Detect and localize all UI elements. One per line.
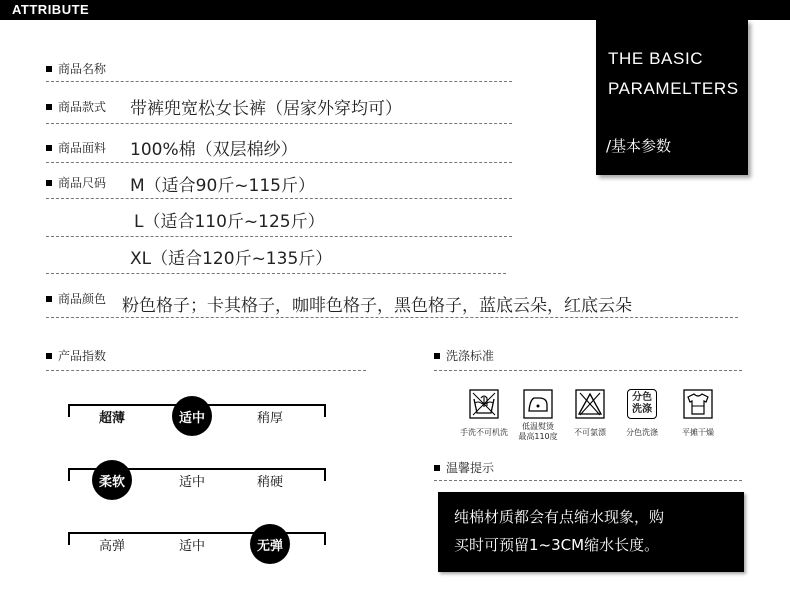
index-selected-dot: 无弹 bbox=[250, 524, 290, 564]
divider bbox=[46, 198, 512, 199]
index-option-label: 超薄 bbox=[98, 411, 126, 426]
tips-box bbox=[438, 492, 744, 572]
product-index-title: 产品指数 bbox=[58, 349, 107, 363]
wash-caption-no-bleach: 不可氯漂 bbox=[574, 428, 606, 437]
index-scale-tick bbox=[68, 533, 70, 545]
attribute-header-label: ATTRIBUTE bbox=[12, 2, 90, 17]
size-option-l: L（适合110斤~125斤） bbox=[134, 212, 325, 232]
wash-caption-low-temp-iron: 低温熨烫 bbox=[522, 422, 554, 431]
wash-caption-flat-dry: 平摊干燥 bbox=[682, 428, 714, 437]
separate-wash-icon bbox=[627, 389, 657, 419]
wash-caption-max-temp: 最高110度 bbox=[518, 432, 558, 441]
product-color-label: 商品颜色 bbox=[58, 292, 107, 306]
divider bbox=[434, 370, 742, 371]
index-scale-tick bbox=[324, 533, 326, 545]
index-selected-dot: 柔软 bbox=[92, 460, 132, 500]
divider bbox=[46, 273, 506, 274]
bullet-icon bbox=[434, 353, 440, 359]
basic-subtitle: /基本参数 bbox=[606, 137, 672, 155]
tip-line-2: 买时可预留1~3CM缩水长度。 bbox=[454, 536, 660, 554]
attribute-header-bar bbox=[0, 0, 790, 20]
product-style-value: 带裤兜宽松女长裤（居家外穿均可） bbox=[130, 99, 402, 119]
index-scale-tick bbox=[68, 405, 70, 417]
index-scale-tick bbox=[324, 405, 326, 417]
product-fabric-label: 商品面料 bbox=[58, 141, 107, 155]
index-option-label: 高弹 bbox=[98, 539, 126, 554]
divider bbox=[46, 317, 738, 318]
wash-caption-hand-wash: 手洗不可机洗 bbox=[460, 428, 508, 437]
no-machine-wash-icon bbox=[469, 389, 499, 419]
bullet-icon bbox=[46, 66, 52, 72]
bullet-icon bbox=[46, 180, 52, 186]
index-option-label: 适中 bbox=[178, 475, 206, 490]
index-option-label: 稍厚 bbox=[256, 411, 284, 426]
divider bbox=[46, 370, 366, 371]
index-selected-dot: 适中 bbox=[172, 396, 212, 436]
basic-title-line1: THE BASIC bbox=[608, 49, 704, 68]
product-fabric-value: 100%棉（双层棉纱） bbox=[130, 140, 298, 160]
bullet-icon bbox=[46, 104, 52, 110]
bullet-icon bbox=[434, 465, 440, 471]
index-scale-tick bbox=[324, 469, 326, 481]
index-option-label: 适中 bbox=[178, 539, 206, 554]
product-size-label: 商品尺码 bbox=[58, 176, 107, 190]
basic-parameters-box bbox=[596, 20, 748, 175]
separate-wash-symbol-line2: 洗涤 bbox=[632, 404, 652, 415]
flat-dry-icon bbox=[683, 389, 713, 419]
divider bbox=[46, 81, 512, 82]
tip-line-1: 纯棉材质都会有点缩水现象，购 bbox=[454, 508, 665, 526]
index-option-label: 稍硬 bbox=[256, 475, 284, 490]
bullet-icon bbox=[46, 145, 52, 151]
divider bbox=[434, 480, 742, 481]
tips-title: 温馨提示 bbox=[446, 461, 495, 475]
wash-caption-separate-wash: 分色洗涤 bbox=[626, 428, 658, 437]
washing-standard-title: 洗涤标准 bbox=[446, 349, 495, 363]
divider bbox=[46, 162, 512, 163]
separate-wash-symbol-line1: 分色 bbox=[632, 392, 652, 403]
bullet-icon bbox=[46, 296, 52, 302]
basic-title-line2: PARAMELTERS bbox=[608, 79, 739, 98]
product-style-label: 商品款式 bbox=[58, 100, 107, 114]
size-option-xl: XL（适合120斤~135斤） bbox=[130, 249, 333, 269]
product-name-label: 商品名称 bbox=[58, 62, 107, 76]
size-option-m: M（适合90斤~115斤） bbox=[130, 176, 315, 196]
product-color-value: 粉色格子；卡其格子，咖啡色格子，黑色格子，蓝底云朵，红底云朵 bbox=[122, 296, 632, 316]
bullet-icon bbox=[46, 353, 52, 359]
index-scale-tick bbox=[68, 469, 70, 481]
low-temp-iron-icon bbox=[523, 389, 553, 419]
divider bbox=[46, 236, 512, 237]
no-bleach-icon bbox=[575, 389, 605, 419]
divider bbox=[46, 123, 512, 124]
